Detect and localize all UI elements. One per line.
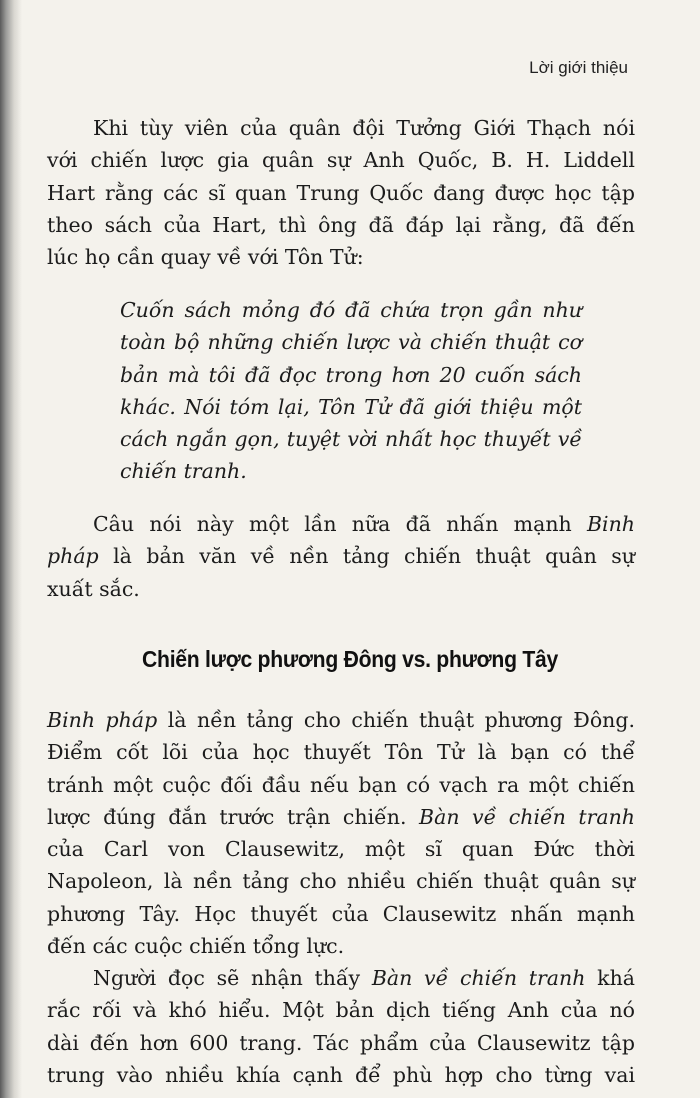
book-title-italic: pháp [47,544,99,569]
quote-line: cách ngắn gọn, tuyệt vời nhất học thuyết về [120,427,582,452]
paragraph-line: rắc rối và khó hiểu. Một bản dịch tiếng Anh của nó [47,998,635,1023]
paragraph-4 [47,962,635,1091]
running-head: Lời giới thiệu [529,58,628,77]
quote-line: bản mà tôi đã đọc trong hơn 20 cuốn sách [120,362,582,387]
quote-line: khác. Nói tóm lại, Tôn Tử đã giới thiệu một [120,394,582,419]
book-title-italic: Bàn về chiến tranh [419,804,636,829]
paragraph-line: với chiến lược gia quân sự Anh Quốc, B. H. Liddell [47,148,635,173]
paragraph-line: Binh pháp là nền tảng cho chiến thuật phương Đông. [47,708,636,732]
paragraph-line: Người đọc sẽ nhận thấy Bàn về chiến tranh khá [93,966,635,990]
paragraph-line: của Carl von Clausewitz, một sĩ quan Đức thời [47,837,635,862]
paragraph-line: đến các cuộc chiến tổng lực. [47,934,345,959]
paragraph-line: Câu nói này một lần nữa đã nhấn mạnh Binh [93,512,635,536]
paragraph-3 [47,704,635,962]
book-title-italic: Binh pháp [47,708,158,732]
paragraph-line: phương Tây. Học thuyết của Clausewitz nhấn mạnh [47,901,635,926]
paragraph-line: pháp là bản văn về nền tảng chiến thuật quân sự [47,544,635,569]
paragraph-line: Napoleon, là nền tảng cho nhiều chiến thuật quân sự [47,869,635,894]
paragraph-line: Hart rằng các sĩ quan Trung Quốc đang được học tập [47,180,635,205]
block-quote [120,294,582,488]
paragraph-line: lúc họ cần quay về với Tôn Tử: [47,245,364,270]
section-heading: Chiến lược phương Đông vs. phương Tây [142,646,558,672]
quote-line: toàn bộ những chiến lược và chiến thuật cơ [120,330,582,355]
paragraph-line: Khi tùy viên của quân đội Tưởng Giới Thạch nói [93,116,635,140]
paragraph-1 [47,112,635,273]
paragraph-2 [47,508,635,605]
quote-line: Cuốn sách mỏng đó đã chứa trọn gần như [120,298,582,322]
paragraph-line: tránh một cuộc đối đầu nếu bạn có vạch ra một chiến [47,772,635,797]
book-title-italic: Binh [586,512,635,536]
paragraph-line: trung vào nhiều khía cạnh để phù hợp cho từng vai [47,1062,635,1087]
paragraph-line: theo sách của Hart, thì ông đã đáp lại rằng, đã đến [47,212,635,237]
paragraph-line: lược đúng đắn trước trận chiến. Bàn về chiến tranh [47,804,636,829]
quote-line: chiến tranh. [120,459,247,484]
paragraph-line: Điểm cốt lõi của học thuyết Tôn Tử là bạn có thể [47,740,635,765]
paragraph-line: xuất sắc. [47,576,140,601]
book-title-italic: Bàn về chiến tranh [371,966,586,990]
paragraph-line: dài đến hơn 600 trang. Tác phẩm của Clausewitz tập [47,1030,635,1055]
